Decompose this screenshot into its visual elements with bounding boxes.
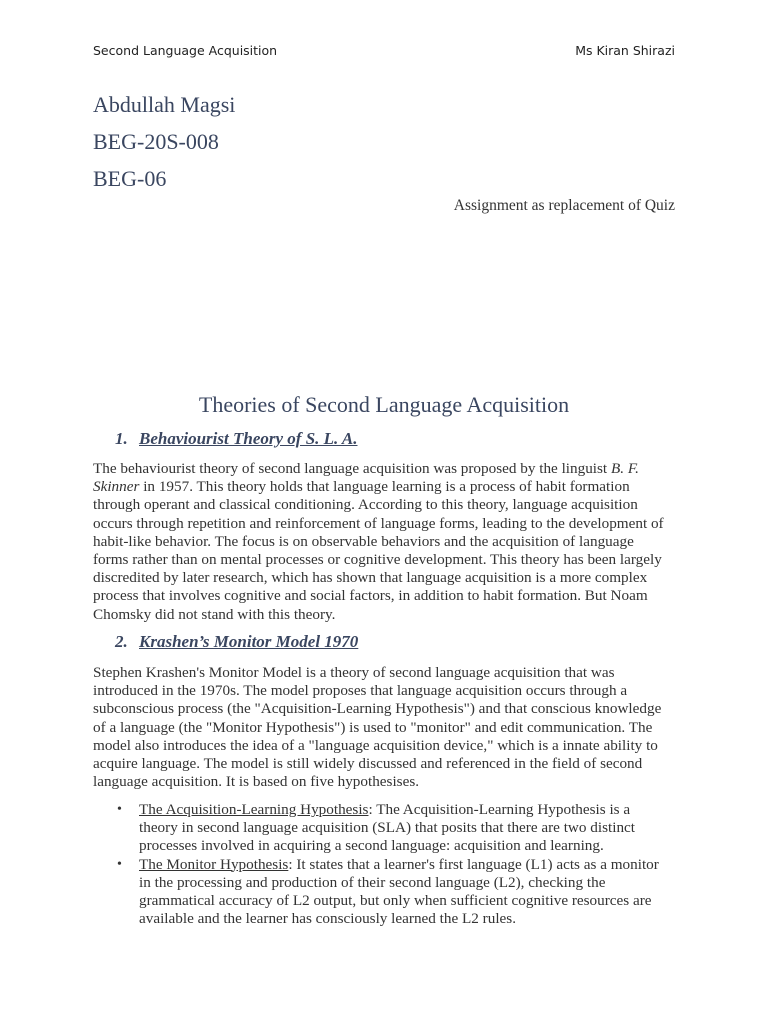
paragraph-text: The behaviourist theory of second language acquisition was proposed by the linguist [93,460,611,477]
section-number: 2. [115,632,128,651]
skinner-initials: B. F. [610,460,639,477]
paragraph-line: forms rather than on mental processes or cognitive development. This theory has been largely [93,551,662,569]
list-item [93,856,675,929]
paragraph-line: Chomsky did not stand with this theory. [93,605,336,623]
paragraph-line: acquire language. The model is still widely discussed and referenced in the field of second [93,755,643,773]
paragraph-line [93,478,675,496]
list-item-line: in the processing and production of their second language (L2), checking the [139,873,606,891]
list-item [93,801,675,856]
paragraph-line: through operant and classical conditioning. According to this theory, language acquisition [93,496,638,514]
document-title: Theories of Second Language Acquisition [198,392,570,417]
hypotheses-list [93,801,675,928]
author-block [93,86,235,197]
paragraph-line: Stephen Krashen's Monitor Model is a theory of second language acquisition that was [93,664,615,681]
paragraph-line: process that involves cognitive and social factors, in addition to habit formation. But Noam [93,587,648,605]
paragraph-line: model also introduces the idea of a "language acquisition device," which is a innate ability to [93,736,658,754]
section-paragraph-behaviourist [93,460,675,624]
list-item-line [139,856,675,874]
hypothesis-term: The Monitor Hypothesis [139,855,289,873]
section-paragraph-krashen [93,664,675,791]
header-course-title: Second Language Acquisition [93,43,278,58]
page-header [93,43,675,58]
list-item-line: grammatical accuracy of L2 output, but only when sufficient cognitive resources are [139,892,652,910]
author-roll-number: BEG-20S-008 [93,129,219,154]
paragraph-line: occurs through repetition and reinforcement of language forms, leading to the development of [93,514,664,532]
bullet-icon: • [117,802,122,817]
paragraph-line: language acquisition. It is based on five hypothesises. [93,773,420,791]
section-number: 1. [115,429,128,448]
paragraph-line [93,460,675,478]
list-item-text: : It states that a learner's first language (L1) acts as a monitor [288,855,659,873]
skinner-name: Skinner [93,478,140,496]
list-item-line [139,801,675,819]
header-instructor-name: Ms Kiran Shirazi [575,43,675,58]
paragraph-line: of a language (the "Monitor Hypothesis") is used to "monitor" and edit communication. The [93,718,653,736]
bullet-icon: • [117,856,122,872]
section-heading-text: Behaviourist Theory of S. L. A. [139,429,358,448]
hypothesis-term: The Acquisition-Learning Hypothesis [139,801,369,818]
list-item-line: theory in second language acquisition (SLA) that posits that there are two distinct [139,819,636,837]
author-name: Abdullah Magsi [93,92,236,117]
section-heading-behaviourist [115,429,358,449]
paragraph-text: in 1957. This theory holds that language learning is a process of habit formation [139,478,630,496]
assignment-note: Assignment as replacement of Quiz [453,197,675,214]
paragraph-line: habit-like behavior. The focus is on observable behaviors and the acquisition of language [93,532,634,550]
paragraph-line: discredited by later research, which has shown that language acquisition is a more complex [93,569,648,587]
paragraph-line: introduced in the 1970s. The model proposes that language acquisition occurs through a [93,682,628,700]
section-heading-krashen [115,632,358,652]
list-item-line: processes involved in acquiring a second language: acquisition and learning. [139,837,604,855]
paragraph-line: subconscious process (the "Acquisition-Learning Hypothesis") and that conscious knowledge [93,700,662,718]
section-heading-text: Krashen’s Monitor Model 1970 [139,632,359,651]
list-item-text: : The Acquisition-Learning Hypothesis is a [368,801,631,818]
list-item-line: available and the learner has consciously learned the L2 rules. [139,910,517,928]
author-section: BEG-06 [93,166,167,191]
